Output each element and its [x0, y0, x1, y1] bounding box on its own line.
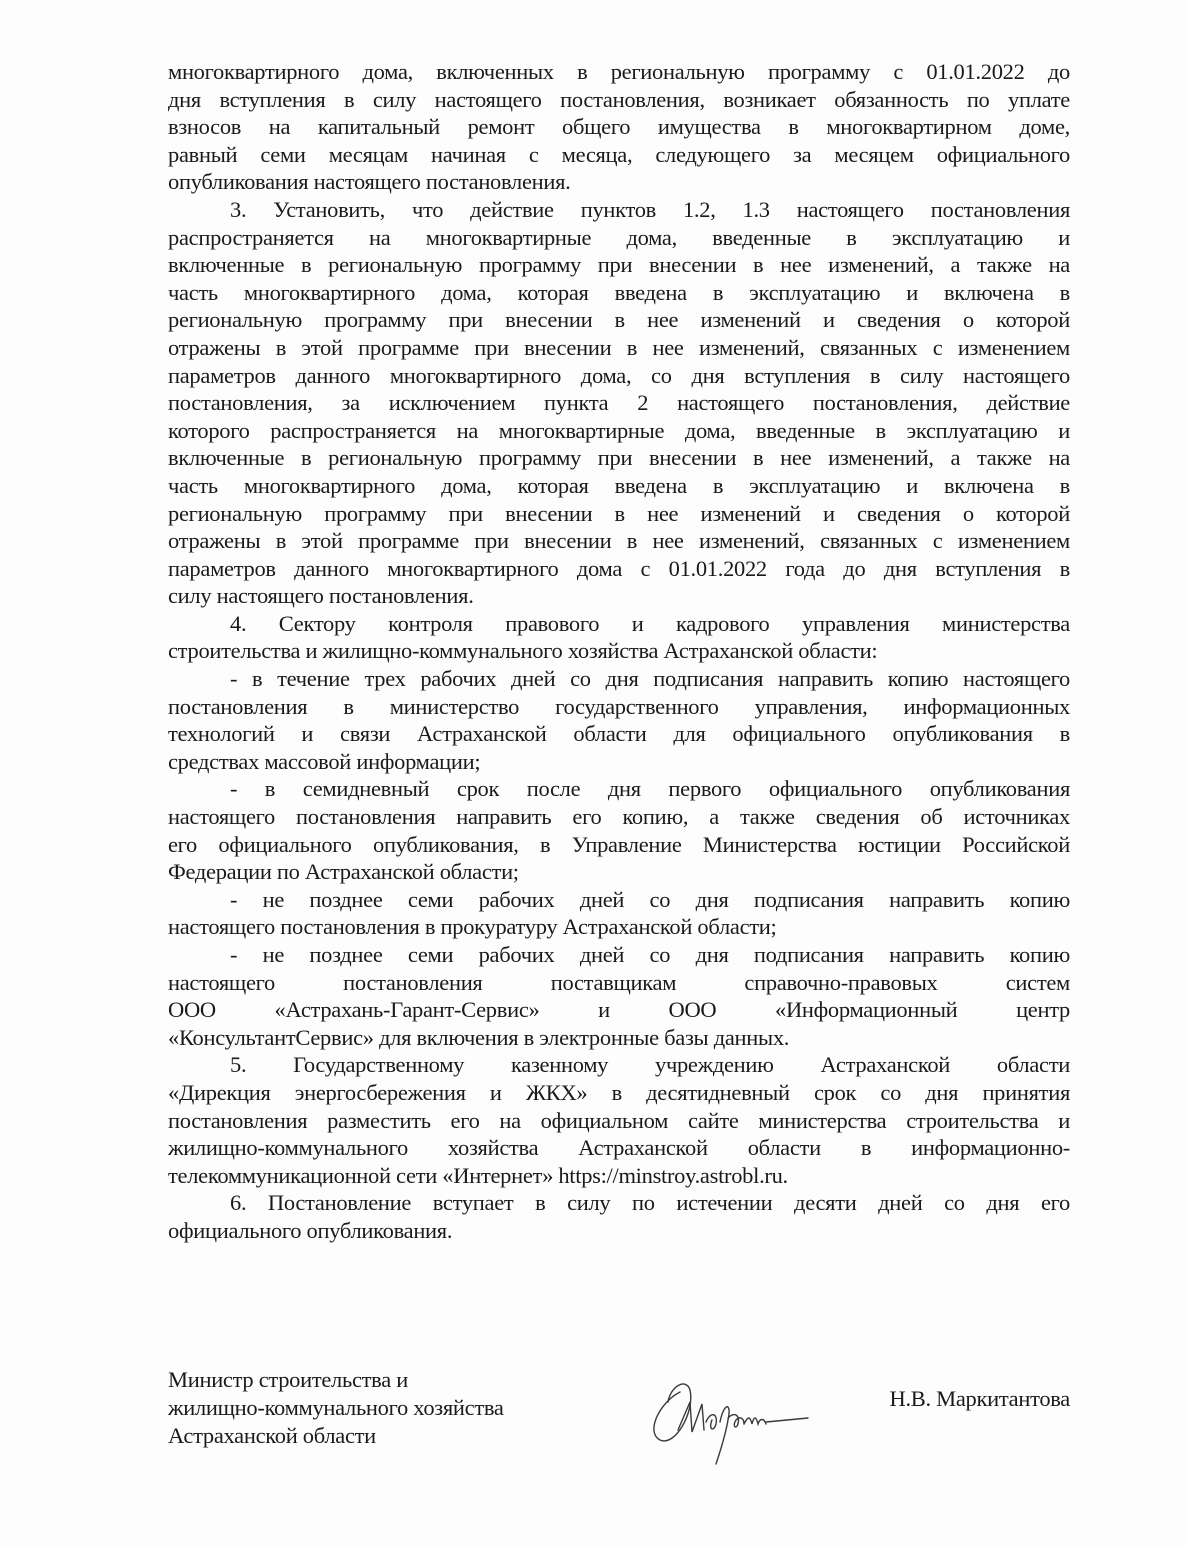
paragraph-p2-continuation	[168, 58, 1070, 196]
text-line: официального опубликования.	[168, 1217, 453, 1243]
text-line: - не позднее семи рабочих дней со дня подписания направить копию	[230, 942, 1070, 967]
paragraph-p5	[168, 1051, 1070, 1189]
text-line: отражены в этой программе при внесении в нее изменений, связанных с изменением	[168, 334, 1070, 360]
text-line: равный семи месяцам начиная с месяца, следующего за месяцем официального	[168, 141, 1070, 167]
text-line: настоящего постановления поставщикам справочно-правовых систем	[168, 969, 1070, 995]
handwritten-signature-icon	[640, 1372, 840, 1472]
text-line: настоящего постановления направить его копию, а также сведения об источниках	[168, 804, 1070, 830]
document-body	[168, 58, 1070, 1245]
text-line: региональную программу при внесении в нее изменений и сведения о которой	[168, 307, 1070, 333]
text-line: постановления в министерство государственного управления, информационных	[168, 693, 1070, 719]
text-line: технологий и связи Астраханской области для официального опубликования в	[168, 721, 1070, 747]
text-line: параметров данного многоквартирного дома, со дня вступления в силу настоящего	[168, 362, 1070, 388]
paragraph-p4-item2	[168, 775, 1070, 885]
text-line: региональную программу при внесении в нее изменений и сведения о которой	[168, 500, 1070, 526]
text-line: 3. Установить, что действие пунктов 1.2, 1.3 настоящего постановления	[230, 196, 1070, 222]
text-line: многоквартирного дома, включенных в региональную программу с 01.01.2022 до	[168, 59, 1070, 84]
paragraph-p4-item1	[168, 665, 1070, 775]
signatory-title-line: Министр строительства и	[168, 1367, 408, 1392]
text-line: жилищно-коммунального хозяйства Астраханской области в информационно-	[168, 1135, 1070, 1161]
signatory-title	[168, 1366, 504, 1450]
paragraph-p4	[168, 610, 1070, 665]
paragraph-p6	[168, 1189, 1070, 1244]
text-line: телекоммуникационной сети «Интернет» https://minstroy.astrobl.ru.	[168, 1162, 788, 1188]
text-line: «Дирекция энергосбережения и ЖКХ» в десятидневный срок со дня принятия	[168, 1079, 1070, 1105]
text-line: 6. Постановление вступает в силу по истечении десяти дней со дня его	[230, 1190, 1070, 1216]
text-line: распространяется на многоквартирные дома, введенные в эксплуатацию и	[168, 224, 1070, 250]
signatory-title-line: Астраханской области	[168, 1423, 376, 1448]
text-line: - в течение трех рабочих дней со дня подписания направить копию настоящего	[230, 666, 1070, 692]
text-line: Федерации по Астраханской области;	[168, 859, 519, 885]
text-line: ООО «Астрахань-Гарант-Сервис» и ООО «Информационный центр	[168, 997, 1070, 1023]
text-line: параметров данного многоквартирного дома с 01.01.2022 года до дня вступления в	[168, 555, 1070, 581]
text-line: «КонсультантСервис» для включения в электронные базы данных.	[168, 1024, 790, 1050]
signature-block	[168, 1366, 1070, 1486]
text-line: опубликования настоящего постановления.	[168, 169, 571, 195]
text-line: настоящего постановления в прокуратуру Астраханской области;	[168, 914, 777, 940]
paragraph-p4-item3	[168, 886, 1070, 941]
signatory-title-line: жилищно-коммунального хозяйства	[168, 1395, 504, 1420]
text-line: постановления, за исключением пункта 2 настоящего постановления, действие	[168, 390, 1070, 416]
text-line: отражены в этой программе при внесении в нее изменений, связанных с изменением	[168, 528, 1070, 554]
paragraph-p3	[168, 196, 1070, 610]
text-line: силу настоящего постановления.	[168, 583, 474, 609]
text-line: включенные в региональную программу при внесении в нее изменений, а также на	[168, 445, 1070, 471]
text-line: средствах массовой информации;	[168, 748, 481, 774]
text-line: часть многоквартирного дома, которая введена в эксплуатацию и включена в	[168, 472, 1070, 498]
text-line: его официального опубликования, в Управление Министерства юстиции Российской	[168, 831, 1070, 857]
text-line: 5. Государственному казенному учреждению Астраханской области	[230, 1052, 1070, 1078]
text-line: взносов на капитальный ремонт общего имущества в многоквартирном доме,	[168, 114, 1070, 140]
text-line: строительства и жилищно-коммунального хозяйства Астраханской области:	[168, 638, 878, 664]
signatory-name: Н.В. Маркитантова	[889, 1386, 1070, 1411]
text-line: часть многоквартирного дома, которая введена в эксплуатацию и включена в	[168, 279, 1070, 305]
text-line: постановления разместить его на официальном сайте министерства строительства и	[168, 1107, 1070, 1133]
text-line: дня вступления в силу настоящего постановления, возникает обязанность по уплате	[168, 86, 1070, 112]
text-line: - не позднее семи рабочих дней со дня подписания направить копию	[230, 886, 1070, 912]
text-line: которого распространяется на многоквартирные дома, введенные в эксплуатацию и	[168, 417, 1070, 443]
paragraph-p4-item4	[168, 941, 1070, 1051]
text-line: включенные в региональную программу при внесении в нее изменений, а также на	[168, 252, 1070, 278]
text-line: - в семидневный срок после дня первого официального опубликования	[230, 776, 1070, 802]
text-line: 4. Сектору контроля правового и кадрового управления министерства	[230, 610, 1070, 636]
